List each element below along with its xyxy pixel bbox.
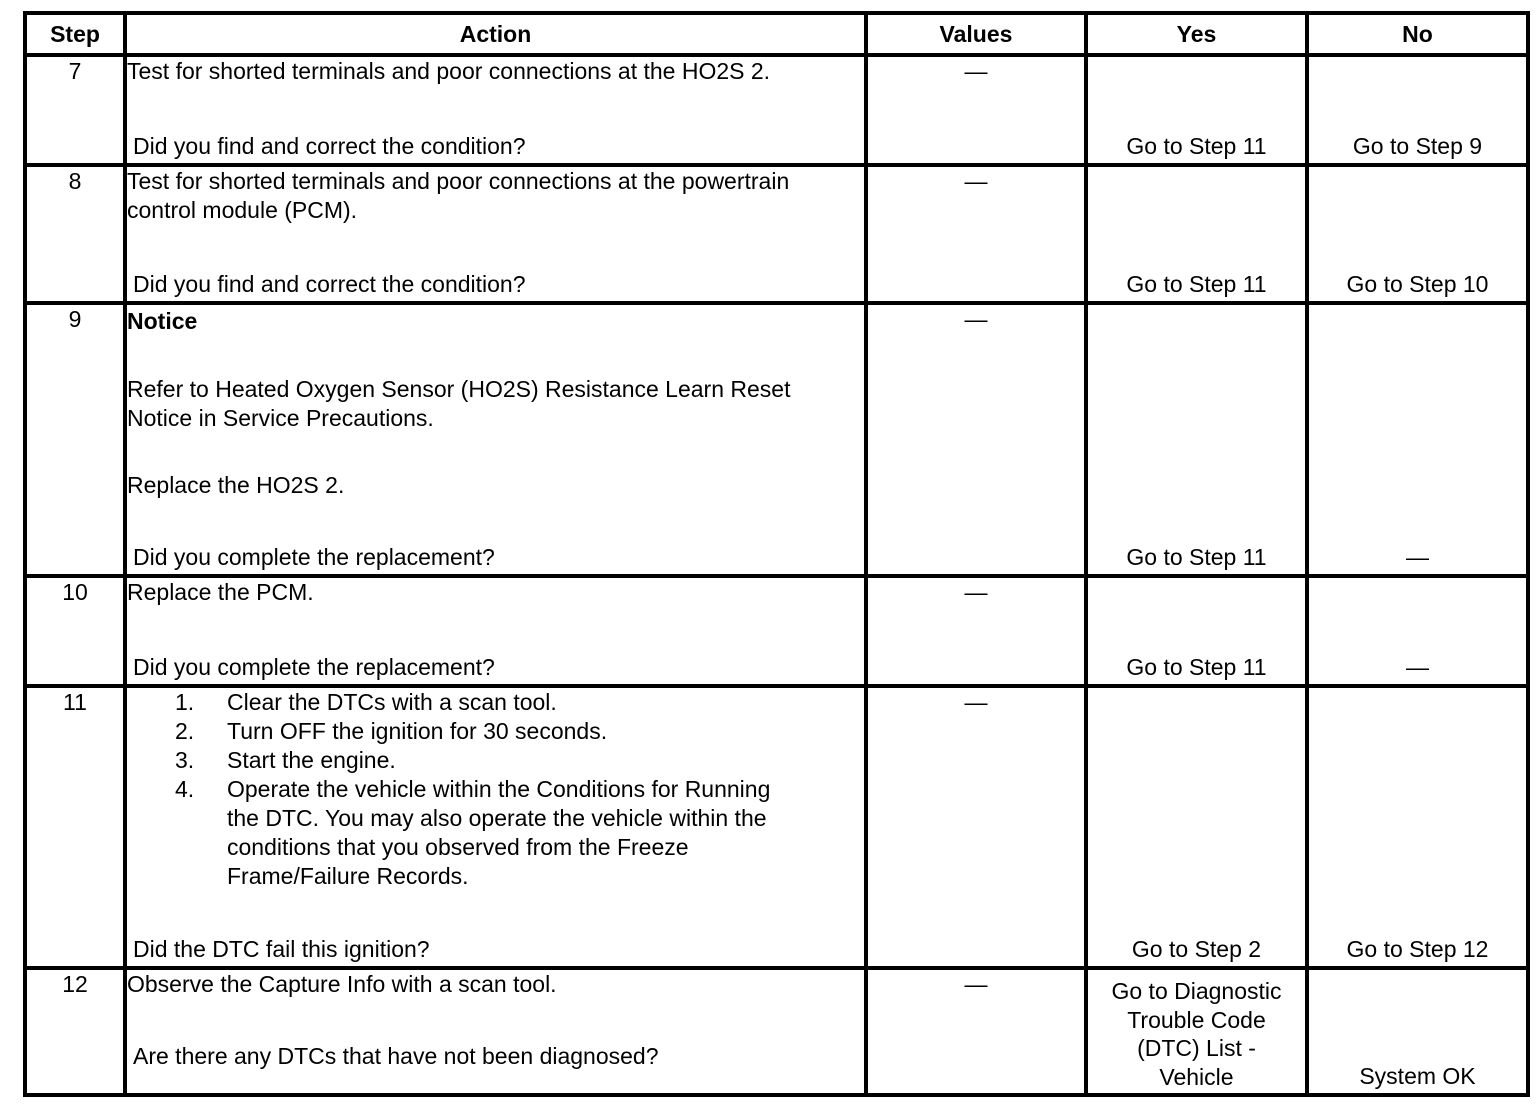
values-cell: — [866,55,1086,165]
action-text: Replace the PCM. [127,579,314,605]
table-row [25,303,1528,576]
action-text: Test for shorted terminals and poor connections at the powertrain [127,168,790,194]
no-cell [1307,576,1528,686]
procedure-list [127,688,864,891]
yes-cell [1086,968,1307,1095]
yes-link[interactable]: Go to Step 11 [1126,654,1267,680]
no-cell [1307,686,1528,968]
list-item: 2. Turn OFF the ignition for 30 seconds. [175,718,608,744]
values-cell: — [866,303,1086,576]
yes-link[interactable]: Go to Step 2 [1131,936,1262,962]
step-number: 7 [25,55,125,165]
no-link[interactable]: Go to Step 12 [1346,936,1489,962]
values-cell: — [866,576,1086,686]
action-cell [125,686,866,968]
no-cell [1307,303,1528,576]
notice-text: Notice in Service Precautions. [127,405,434,431]
list-item: 1. Clear the DTCs with a scan tool. [175,689,557,715]
action-text: Replace the HO2S 2. [127,472,345,498]
values-cell: — [866,165,1086,303]
table-row [25,576,1528,686]
step-number: 12 [25,968,125,1095]
action-cell [125,55,866,165]
step-number: 8 [25,165,125,303]
question-text: Are there any DTCs that have not been diagnosed? [133,1043,659,1069]
yes-link[interactable]: Go to Diagnostic Trouble Code (DTC) List - Vehicle [1111,978,1282,1090]
no-cell [1307,968,1528,1095]
question-text: Did you complete the replacement? [133,654,495,680]
action-cell [125,303,866,576]
no-value: — [1406,654,1429,680]
question-text: Did you find and correct the condition? [133,133,526,159]
list-item: 4. Operate the vehicle within the Conditions for Running the DTC. You may also operate the vehicle within the conditions that you observed from the Freeze Frame/Failure Records. [175,776,771,889]
no-cell [1307,165,1528,303]
step-number: 11 [25,686,125,968]
table-row [25,165,1528,303]
no-link[interactable]: Go to Step 10 [1346,271,1489,297]
question-text: Did you find and correct the condition? [133,271,526,297]
yes-link[interactable]: Go to Step 11 [1126,544,1267,570]
yes-link[interactable]: Go to Step 11 [1126,133,1267,159]
no-value: System OK [1359,1063,1476,1089]
notice-title: Notice [127,308,198,334]
header-no: No [1307,13,1528,55]
action-text: control module (PCM). [127,197,358,223]
table-row [25,686,1528,968]
header-row [25,13,1528,55]
table-row [25,55,1528,165]
list-item: 3. Start the engine. [175,747,396,773]
action-cell [125,576,866,686]
no-link[interactable]: Go to Step 9 [1352,133,1483,159]
action-text: Observe the Capture Info with a scan tool. [127,971,557,997]
action-cell [125,968,866,1095]
values-cell: — [866,686,1086,968]
step-number: 10 [25,576,125,686]
header-action: Action [125,13,866,55]
yes-cell [1086,55,1307,165]
action-text: Test for shorted terminals and poor connections at the HO2S 2. [127,58,771,84]
question-text: Did you complete the replacement? [133,544,495,570]
yes-cell [1086,686,1307,968]
header-yes: Yes [1086,13,1307,55]
diagnostic-table [23,11,1530,1097]
no-value: — [1406,544,1429,570]
table-row [25,968,1528,1095]
step-number: 9 [25,303,125,576]
yes-link[interactable]: Go to Step 11 [1126,271,1267,297]
no-cell [1307,55,1528,165]
notice-text: Refer to Heated Oxygen Sensor (HO2S) Resistance Learn Reset [127,376,791,402]
header-step: Step [25,13,125,55]
action-cell [125,165,866,303]
yes-cell [1086,576,1307,686]
values-cell: — [866,968,1086,1095]
header-values: Values [866,13,1086,55]
yes-cell [1086,303,1307,576]
yes-cell [1086,165,1307,303]
question-text: Did the DTC fail this ignition? [133,936,430,962]
